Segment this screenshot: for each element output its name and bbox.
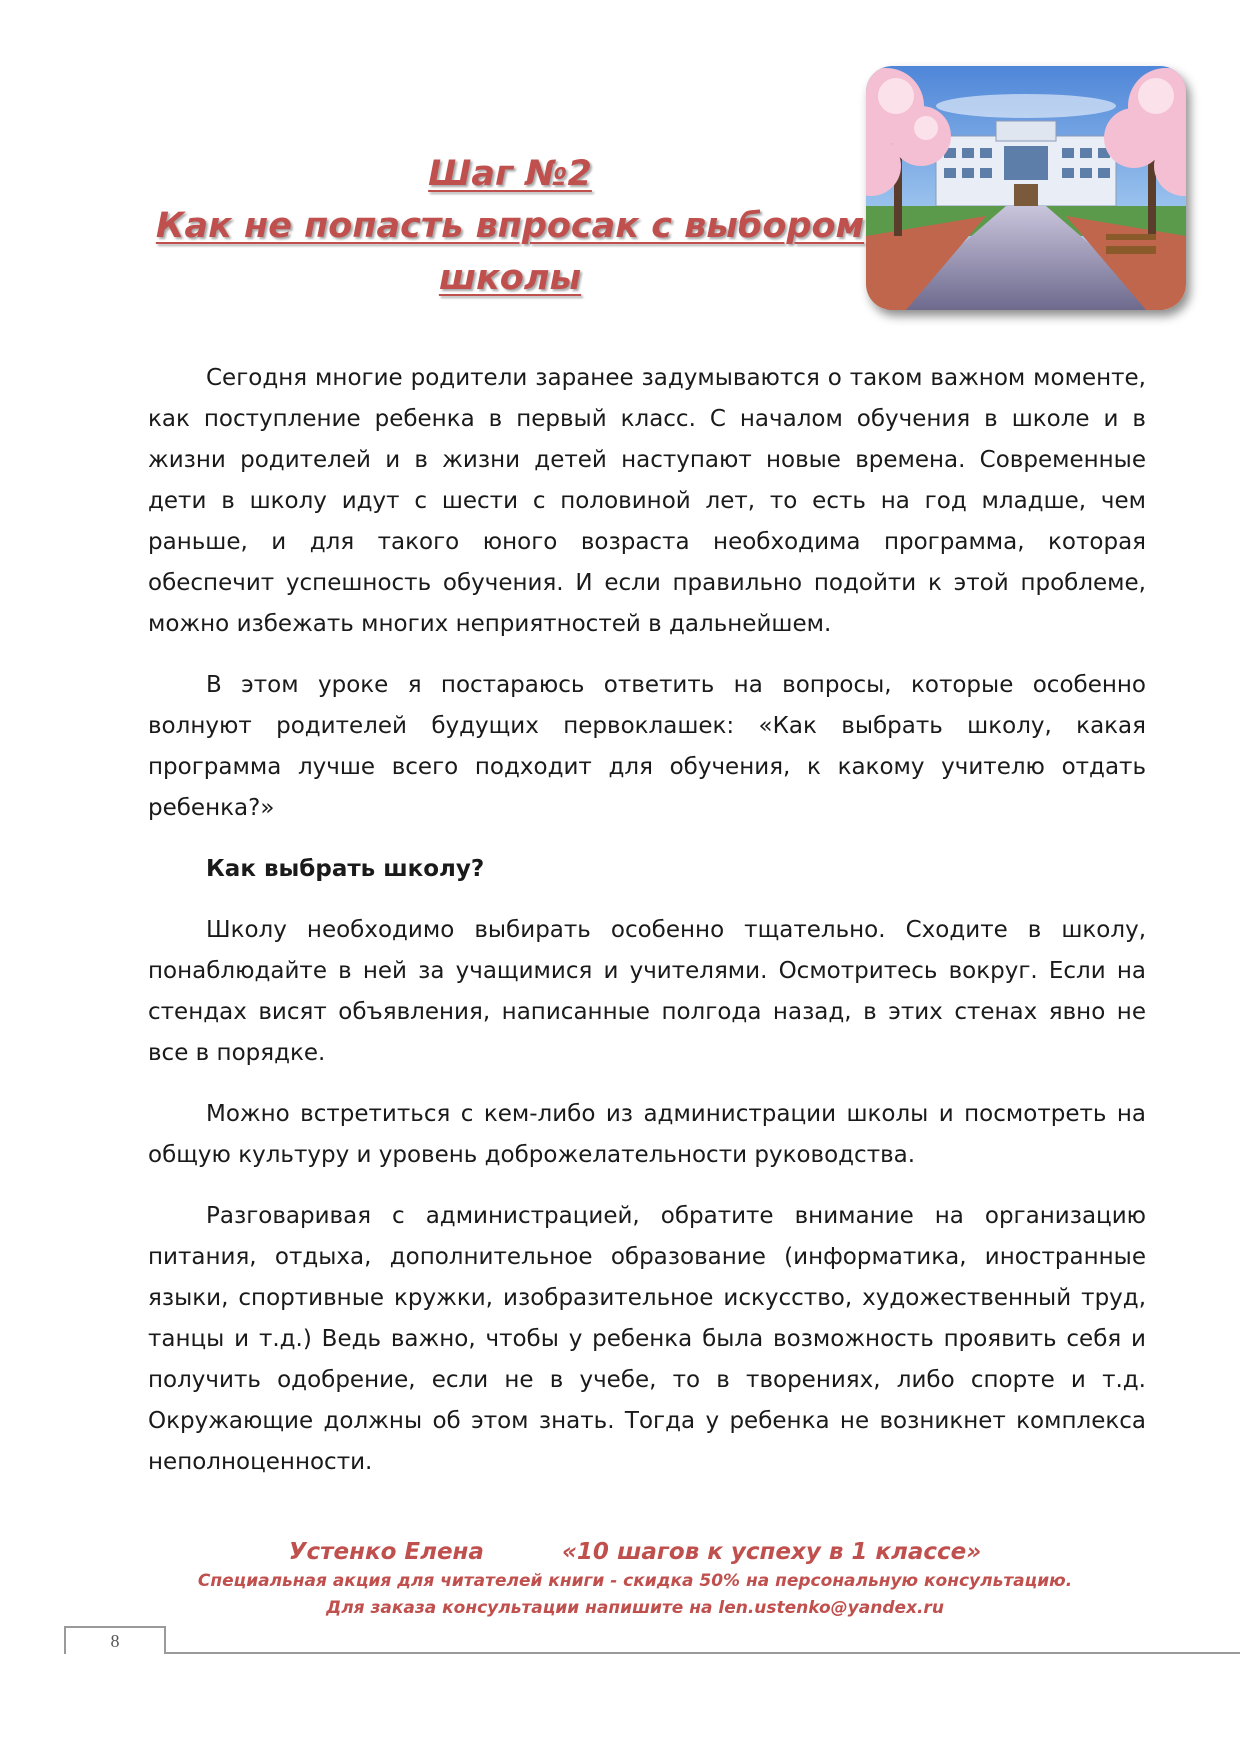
page-number: 8 xyxy=(64,1626,166,1654)
title-line-2: Как не попасть впросак с выбором xyxy=(155,206,865,246)
footer-author-book xyxy=(150,1536,1120,1568)
title-line-1: Шаг №2 xyxy=(428,154,592,194)
paragraph-administration: Можно встретиться с кем-либо из администрации школы и посмотреть на общую культуру и уровень доброжелательности руководства. xyxy=(148,1101,1146,1168)
title-line-3: школы xyxy=(438,258,582,298)
footer-book-title: «10 шагов к успеху в 1 классе» xyxy=(561,1539,982,1565)
footer-contact: Для заказа консультации напишите на len.ustenko@yandex.ru xyxy=(326,1598,944,1618)
paragraph-activities: Разговаривая с администрацией, обратите внимание на организацию питания, отдыха, дополнительное образование (информатика, иностранные языки, спортивные кружки, изобразительное искусство, художественный труд, танцы и т.д.) Ведь важно, чтобы у ребенка была возможность проявить себя и получить одобрение, если не в учебе, то в творениях, либо спорте и т.д. Окружающие должны об этом знать. Тогда у ребенка не возникнет комплекса неполноценности. xyxy=(148,1203,1146,1475)
paragraph-lesson-goal: В этом уроке я постараюсь ответить на вопросы, которые особенно волнуют родителей будущих первоклашек: «Как выбрать школу, какая программа лучше всего подходит для обучения, к какому учителю отдать ребенка?» xyxy=(148,672,1146,821)
article-body xyxy=(148,358,1146,1503)
footer xyxy=(150,1536,1120,1622)
school-building-illustration xyxy=(866,66,1186,310)
paragraph-visit-school: Школу необходимо выбирать особенно тщательно. Сходите в школу, понаблюдайте в ней за учащимися и учителями. Осмотритесь вокруг. Если на стендах висят объявления, написанные полгода назад, в этих стенах явно не все в порядке. xyxy=(148,917,1146,1066)
paragraph-intro: Сегодня многие родители заранее задумываются о таком важном моменте, как поступление ребенка в первый класс. С началом обучения в школе и в жизни родителей и в жизни детей наступают новые времена. Современные дети в школу идут с шести с половиной лет, то есть на год младше, чем раньше, и для такого юного возраста необходима программа, которая обеспечит успешность обучения. И если правильно подойти к этой проблеме, можно избежать многих неприятностей в дальнейшем. xyxy=(148,365,1146,637)
footer-rule xyxy=(64,1652,1240,1654)
footer-author: Устенко Елена xyxy=(288,1539,484,1565)
footer-promo: Специальная акция для читателей книги - скидка 50% на персональную консультацию. xyxy=(197,1571,1073,1591)
section-heading: Как выбрать школу? xyxy=(206,856,485,882)
page-title xyxy=(150,148,870,304)
